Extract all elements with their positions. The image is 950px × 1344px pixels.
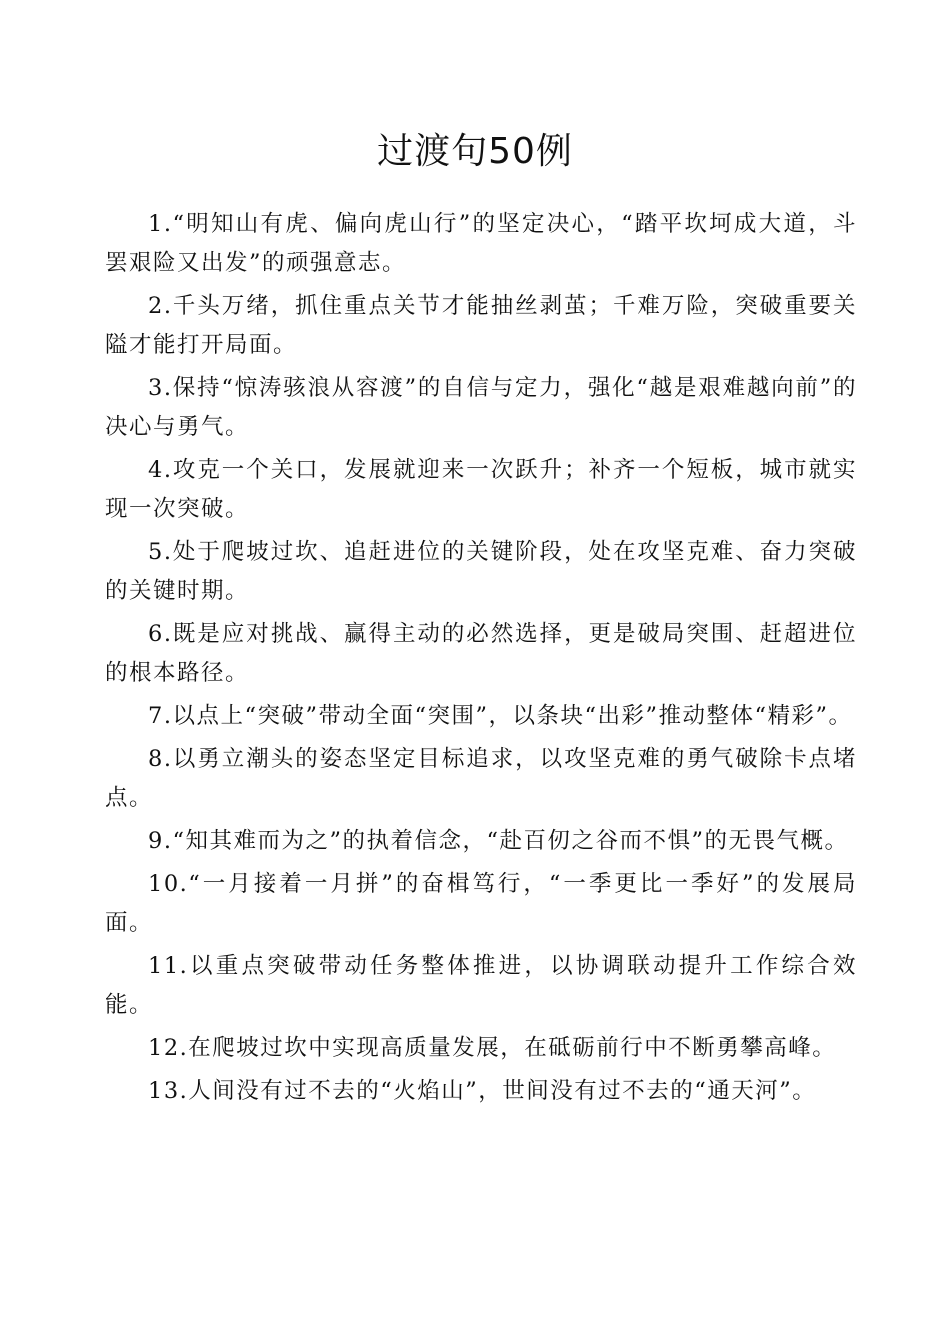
list-item: 8.以勇立潮头的姿态坚定目标追求，以攻坚克难的勇气破除卡点堵点。	[105, 746, 857, 811]
document-title: 过渡句50例	[377, 131, 573, 172]
list-item: 13.人间没有过不去的“火焰山”，世间没有过不去的“通天河”。	[148, 1078, 817, 1104]
list-item: 12.在爬坡过坎中实现高质量发展，在砥砺前行中不断勇攀高峰。	[148, 1035, 837, 1061]
list-item: 5.处于爬坡过坎、追赶进位的关键阶段，处在攻坚克难、奋力突破的关键时期。	[105, 539, 857, 604]
list-item: 4.攻克一个关口，发展就迎来一次跃升；补齐一个短板，城市就实现一次突破。	[105, 457, 857, 522]
list-item: 1.“明知山有虎、偏向虎山行”的坚定决心，“踏平坎坷成大道，斗罢艰险又出发”的顽强意志。	[105, 211, 857, 276]
list-item: 2.千头万绪，抓住重点关节才能抽丝剥茧；千难万险，突破重要关隘才能打开局面。	[105, 293, 857, 358]
list-item: 11.以重点突破带动任务整体推进，以协调联动提升工作综合效能。	[105, 953, 857, 1018]
list-item: 9.“知其难而为之”的执着信念，“赴百仞之谷而不惧”的无畏气概。	[148, 828, 849, 854]
list-item: 3.保持“惊涛骇浪从容渡”的自信与定力，强化“越是艰难越向前”的决心与勇气。	[105, 375, 857, 440]
list-item: 6.既是应对挑战、赢得主动的必然选择，更是破局突围、赶超进位的根本路径。	[105, 621, 857, 686]
list-item: 7.以点上“突破”带动全面“突围”，以条块“出彩”推动整体“精彩”。	[148, 703, 853, 729]
example-list	[105, 205, 857, 1115]
list-item: 10.“一月接着一月拼”的奋楫笃行，“一季更比一季好”的发展局面。	[105, 871, 857, 936]
